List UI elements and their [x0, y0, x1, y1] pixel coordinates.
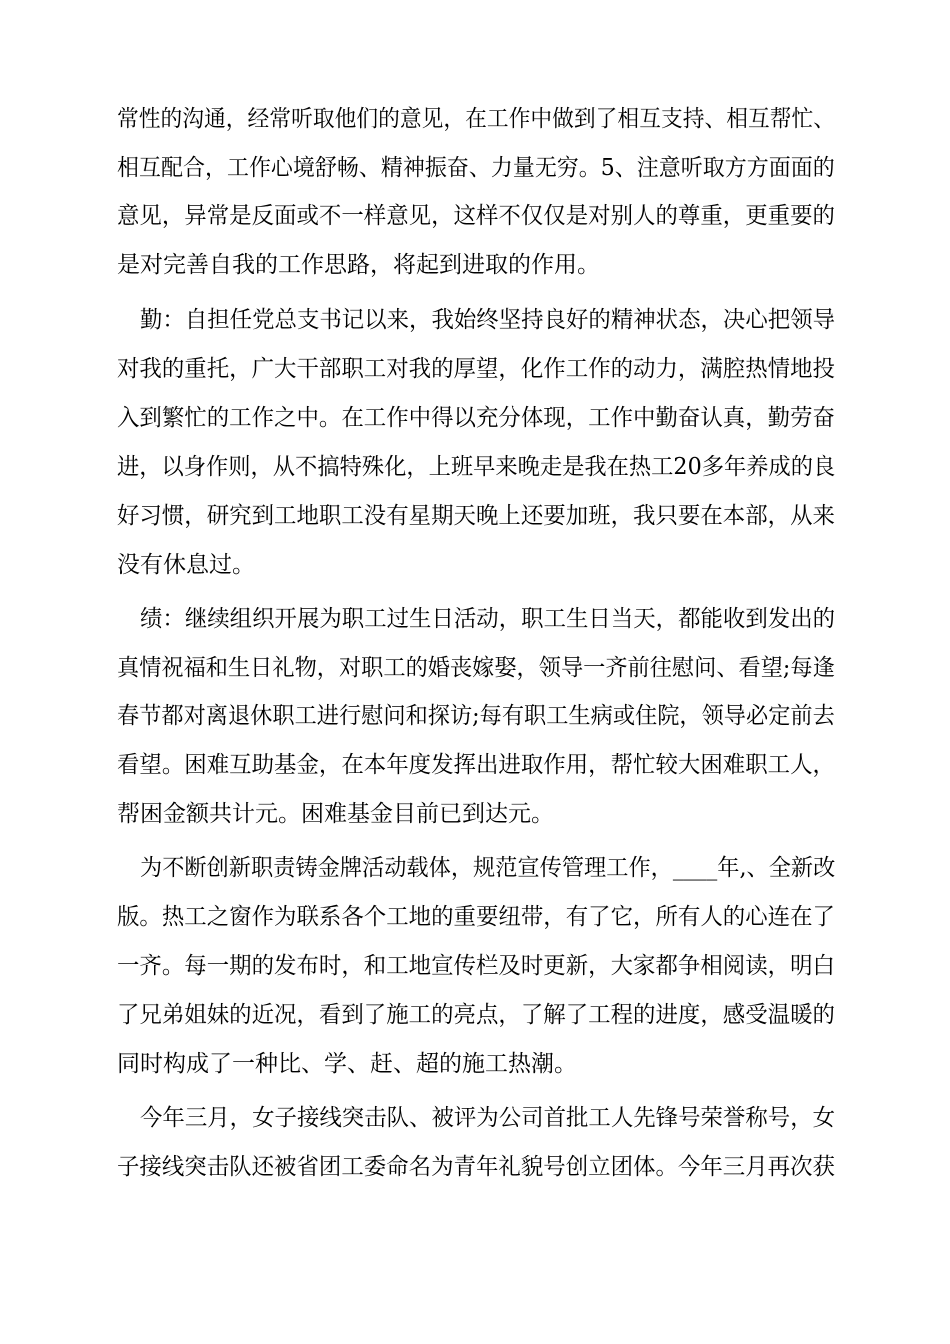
text-line: 春节都对离退休职工进行慰问和探访;每有职工生病或住院，领导必定前去 — [117, 703, 835, 729]
text-line: 没有休息过。 — [117, 552, 255, 578]
text-line: 勤：自担任党总支书记以来，我始终坚持良好的精神状态，决心把领导 — [140, 307, 836, 333]
text-line: 进，以身作则，从不搞特殊化，上班早来晚走是我在热工20多年养成的良 — [117, 454, 836, 480]
text-line: 一齐。每一期的发布时，和工地宣传栏及时更新，大家都争相阅读，明白 — [117, 953, 835, 979]
text-line: 真情祝福和生日礼物，对职工的婚丧嫁娶，领导一齐前往慰问、看望;每逢 — [117, 655, 835, 681]
text-line: 常性的沟通，经常听取他们的意见，在工作中做到了相互支持、相互帮忙、 — [117, 106, 836, 132]
text-line: 今年三月，女子接线突击队、被评为公司首批工人先锋号荣誉称号，女 — [140, 1105, 836, 1131]
text-line: 同时构成了一种比、学、赶、超的施工热潮。 — [117, 1051, 577, 1077]
text-line: 子接线突击队还被省团工委命名为青年礼貌号创立团体。今年三月再次获 — [117, 1154, 835, 1180]
text-line: 相互配合，工作心境舒畅、精神振奋、力量无穷。5、注意听取方方面面的 — [117, 155, 835, 181]
text-line: 为不断创新职责铸金牌活动载体，规范宣传管理工作，____年,、全新改 — [140, 855, 836, 881]
text-line: 意见，异常是反面或不一样意见，这样不仅仅是对别人的尊重，更重要的 — [117, 203, 835, 229]
text-line: 是对完善自我的工作思路，将起到进取的作用。 — [117, 252, 600, 278]
text-line: 对我的重托，广大干部职工对我的厚望，化作工作的动力，满腔热情地投 — [117, 356, 835, 382]
text-line: 绩：继续组织开展为职工过生日活动，职工生日当天，都能收到发出的 — [140, 606, 836, 632]
text-line: 看望。困难互助基金，在本年度发挥出进取作用，帮忙较大困难职工人， — [117, 752, 835, 778]
text-line: 版。热工之窗作为联系各个工地的重要纽带，有了它，所有人的心连在了 — [117, 904, 835, 930]
text-line: 了兄弟姐妹的近况，看到了施工的亮点，了解了工程的进度，感受温暖的 — [117, 1002, 835, 1028]
text-line: 帮困金额共计元。困难基金目前已到达元。 — [117, 801, 554, 827]
text-line: 入到繁忙的工作之中。在工作中得以充分体现，工作中勤奋认真，勤劳奋 — [117, 405, 835, 431]
text-line: 好习惯，研究到工地职工没有星期天晚上还要加班，我只要在本部，从来 — [117, 503, 835, 529]
